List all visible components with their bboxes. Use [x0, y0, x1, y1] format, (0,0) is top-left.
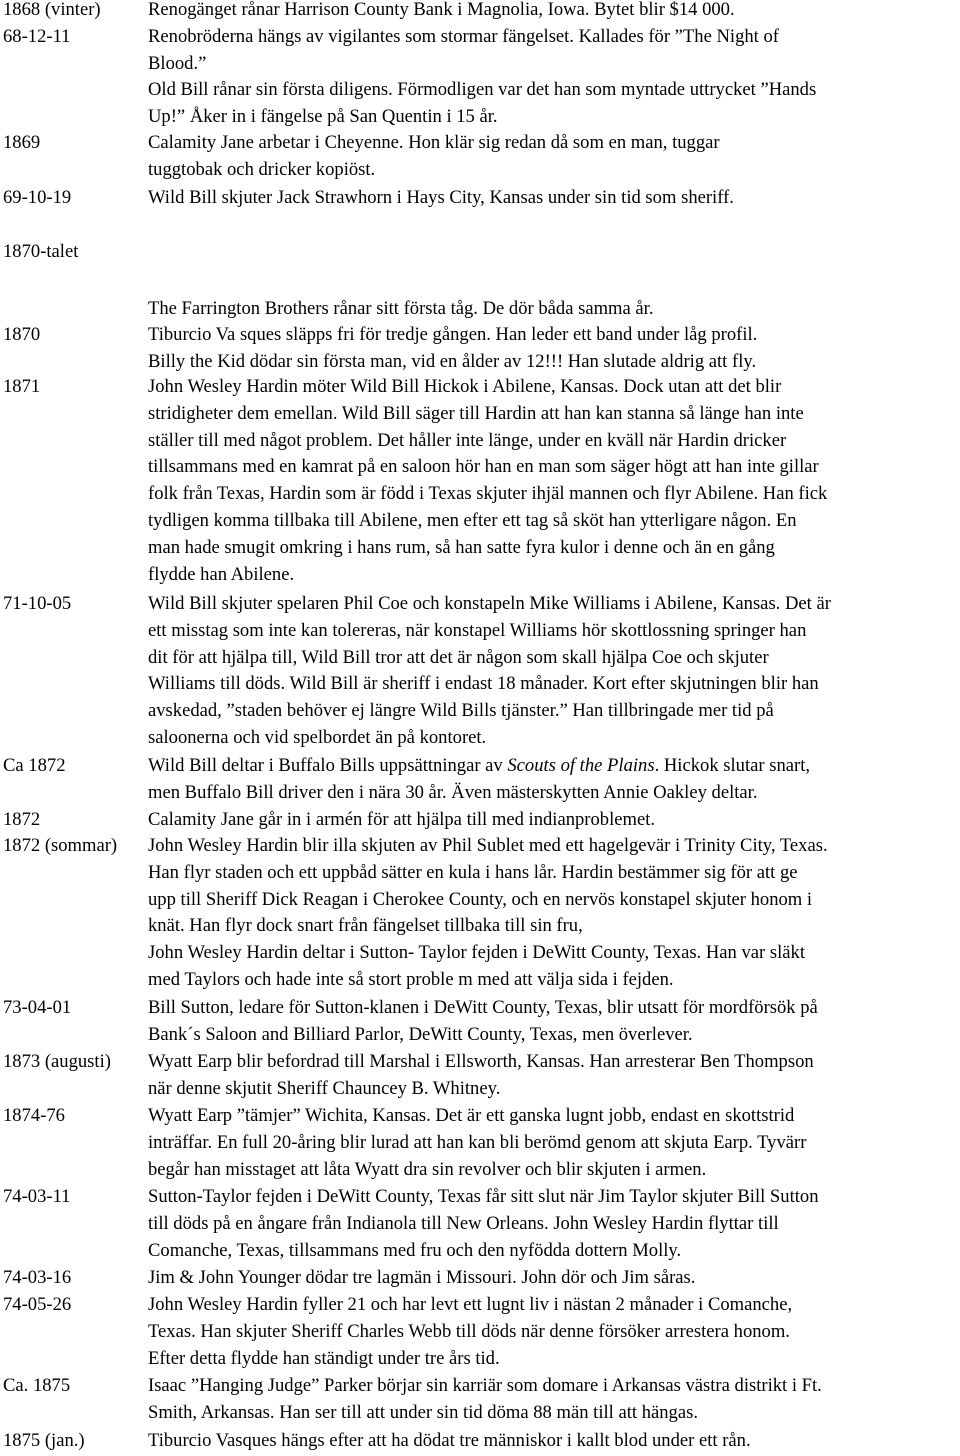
- entry-text: [148, 0, 956, 24]
- entry-text: [148, 1428, 956, 1455]
- entry-date: 1869: [3, 132, 41, 153]
- entry-text: [148, 296, 956, 323]
- entry-line: ställer till med något problem. Det håller inte länge, under en kväll när Hardin dricker: [148, 429, 787, 451]
- entry-date: 1871: [3, 376, 41, 397]
- entry-line: Bill Sutton, ledare för Sutton-klanen i DeWitt County, Texas, blir utsatt för mordförsök på: [148, 997, 818, 1018]
- entry-date: 1872 (sommar): [3, 835, 118, 856]
- entry-line: saloonerna och vid spelbordet än på kontoret.: [148, 726, 487, 748]
- entry-line: Comanche, Texas, tillsammans med fru och den nyfödda dottern Molly.: [148, 1239, 682, 1261]
- entry-date: 69-10-19: [3, 187, 72, 208]
- entry-text: [148, 1265, 956, 1292]
- entry-text: [148, 130, 956, 184]
- entry-line: Renobröderna hängs av vigilantes som stormar fängelset. Kallades för ”The Night of: [148, 26, 779, 47]
- entry-line: Sutton-Taylor fejden i DeWitt County, Texas får sitt slut när Jim Taylor skjuter Bill Sutton: [148, 1186, 819, 1207]
- entry-date: 68-12-11: [3, 26, 71, 47]
- entry-line: Bank´s Saloon and Billiard Parlor, DeWitt County, Texas, men överlever.: [148, 1023, 693, 1045]
- entry-line: John Wesley Hardin blir illa skjuten av Phil Sublet med ett hagelgevär i Trinity City, Texas.: [148, 835, 828, 856]
- entry-line: Isaac ”Hanging Judge” Parker börjar sin karriär som domare i Arkansas västra distrikt i Ft.: [148, 1375, 822, 1396]
- entry-date: 74-05-26: [3, 1294, 72, 1315]
- entry-date: Ca 1872: [3, 755, 66, 776]
- entry-line: tydligen komma tillbaka till Abilene, men efter ett tag så sköt han ytterligare någon. En: [148, 509, 797, 531]
- entry-line: ett misstag som inte kan tolereras, när konstapel Williams hör skottlossning springer han: [148, 619, 807, 641]
- entry-line: Calamity Jane går in i armén för att hjälpa till med indianproblemet.: [148, 809, 656, 830]
- entry-date: 1868 (vinter): [3, 0, 101, 20]
- entry-line: John Wesley Hardin möter Wild Bill Hickok i Abilene, Kansas. Dock utan att det blir: [148, 376, 782, 397]
- entry-line: Blood.”: [148, 52, 207, 74]
- entry-line: Billy the Kid dödar sin första man, vid en ålder av 12!!! Han slutade aldrig att fly.: [148, 350, 757, 372]
- entry-date: 74-03-16: [3, 1267, 72, 1288]
- entry-line: till döds på en ångare från Indianola till New Orleans. John Wesley Hardin flyttar till: [148, 1212, 779, 1234]
- entry-date: 1870: [3, 324, 41, 345]
- entry-line: Tiburcio Vasques hängs efter att ha dödat tre människor i kallt blod under ett rån.: [148, 1430, 751, 1451]
- entry-text: [148, 374, 956, 588]
- entry-text: [148, 322, 956, 376]
- entry-text: [148, 1103, 956, 1183]
- entry-date: 1874-76: [3, 1105, 65, 1126]
- entry-line: stridigheter dem emellan. Wild Bill säger till Hardin att han kan stanna så länge han inte: [148, 402, 804, 424]
- entry-line: dit för att hjälpa till, Wild Bill tror att det är någon som skall hjälpa Coe och skjuter: [148, 646, 769, 668]
- entry-line: folk från Texas, Hardin som är född i Texas skjuter ihjäl mannen och flyr Abilene. Han fick: [148, 483, 828, 505]
- entry-text: [148, 753, 956, 807]
- entry-text: [148, 1049, 956, 1103]
- entry-line: The Farrington Brothers rånar sitt första tåg. De dör båda samma år.: [148, 298, 654, 319]
- entry-line: Williams till döds. Wild Bill är sheriff i endast 18 månader. Kort efter skjutningen blir han: [148, 673, 819, 695]
- entry-text: [148, 1373, 956, 1427]
- entry-text: [148, 77, 956, 131]
- entry-text: [148, 1184, 956, 1264]
- entry-text: [148, 185, 956, 212]
- entry-line: John Wesley Hardin fyller 21 och har levt ett lugnt liv i nästan 2 månader i Comanche,: [148, 1294, 793, 1315]
- entry-line: Wyatt Earp ”tämjer” Wichita, Kansas. Det är ett ganska lugnt jobb, endast en skottstrid: [148, 1105, 795, 1126]
- entry-line: men Buffalo Bill driver den i nära 30 år. Även mästerskytten Annie Oakley deltar.: [148, 781, 758, 803]
- entry-line: man hade smugit omkring i hans rum, så han satte fyra kulor i denne och än en gång: [148, 536, 775, 558]
- entry-text: [148, 995, 956, 1049]
- entry-line: knät. Han flyr dock snart från fängelset tillbaka till sin fru,: [148, 915, 583, 937]
- entry-line: Smith, Arkansas. Han ser till att under sin tid döma 88 män till att hängas.: [148, 1401, 698, 1423]
- entry-line: Han flyr staden och ett uppbåd sätter en kula i hans lår. Hardin bestämmer sig för att ge: [148, 861, 798, 883]
- entry-line: Texas. Han skjuter Sheriff Charles Webb till döds när denne försöker arrestera honom.: [148, 1320, 790, 1342]
- entry-text: [148, 591, 956, 752]
- entry-date: 73-04-01: [3, 997, 72, 1018]
- entry-date: 1873 (augusti): [3, 1051, 111, 1072]
- entry-line: Tiburcio Va sques släpps fri för tredje gången. Han leder ett band under låg profil.: [148, 324, 758, 345]
- entry-text: [148, 1292, 956, 1372]
- entry-text: [148, 833, 956, 994]
- entry-text: [148, 24, 956, 78]
- entry-line: upp till Sheriff Dick Reagan i Cherokee County, och en nervös konstapel skjuter honom i: [148, 888, 813, 910]
- entry-line: Wild Bill skjuter Jack Strawhorn i Hays City, Kansas under sin tid som sheriff.: [148, 187, 734, 208]
- entry-line: Calamity Jane arbetar i Cheyenne. Hon klär sig redan då som en man, tuggar: [148, 132, 720, 153]
- entry-line: John Wesley Hardin deltar i Sutton- Taylor fejden i DeWitt County, Texas. Han var släkt: [148, 942, 805, 964]
- entry-line: Wild Bill deltar i Buffalo Bills uppsättningar av Scouts of the Plains. Hickok slutar snart,: [148, 755, 811, 776]
- entry-date: 71-10-05: [3, 593, 72, 614]
- entry-line: begår han misstaget att låta Wyatt dra sin revolver och blir skjuten i armen.: [148, 1158, 707, 1180]
- entry-text: [148, 807, 956, 834]
- entry-line: Old Bill rånar sin första diligens. Förmodligen var det han som myntade uttrycket ”Hands: [148, 79, 817, 100]
- show-title: Scouts of the Plains: [507, 755, 655, 776]
- entry-line: avskedad, ”staden behöver ej längre Wild Bills tjänster.” Han tillbringade mer tid på: [148, 700, 774, 722]
- entry-date: 1872: [3, 809, 41, 830]
- entry-line: Jim & John Younger dödar tre lagmän i Missouri. John dör och Jim såras.: [148, 1267, 696, 1288]
- entry-date: Ca. 1875: [3, 1375, 71, 1396]
- entry-line: inträffar. En full 20-åring blir lurad att han kan bli berömd genom att skjuta Earp. Tyvärr: [148, 1131, 807, 1153]
- entry-line: med Taylors och hade inte så stort proble m med att välja sida i fejden.: [148, 968, 674, 990]
- entry-line: tillsammans med en kamrat på en saloon hör han en man som säger högt att han inte gillar: [148, 456, 819, 478]
- section-heading: 1870-talet: [3, 241, 79, 262]
- entry-line: när denne skjutit Sheriff Chauncey B. Whitney.: [148, 1077, 501, 1099]
- entry-line: Wyatt Earp blir befordrad till Marshal i Ellsworth, Kansas. Han arresterar Ben Thompson: [148, 1051, 814, 1072]
- entry-line: flydde han Abilene.: [148, 563, 295, 585]
- entry-date: 74-03-11: [3, 1186, 71, 1207]
- entry-line: Renogänget rånar Harrison County Bank i Magnolia, Iowa. Bytet blir $14 000.: [148, 0, 735, 20]
- entry-date: 1875 (jan.): [3, 1430, 85, 1451]
- entry-line: Up!” Åker in i fängelse på San Quentin i 15 år.: [148, 105, 498, 127]
- entry-line: Wild Bill skjuter spelaren Phil Coe och konstapeln Mike Williams i Abilene, Kansas. Det är: [148, 593, 831, 614]
- entry-line: tuggtobak och dricker kopiöst.: [148, 158, 376, 180]
- entry-line: Efter detta flydde han ständigt under tre års tid.: [148, 1347, 500, 1369]
